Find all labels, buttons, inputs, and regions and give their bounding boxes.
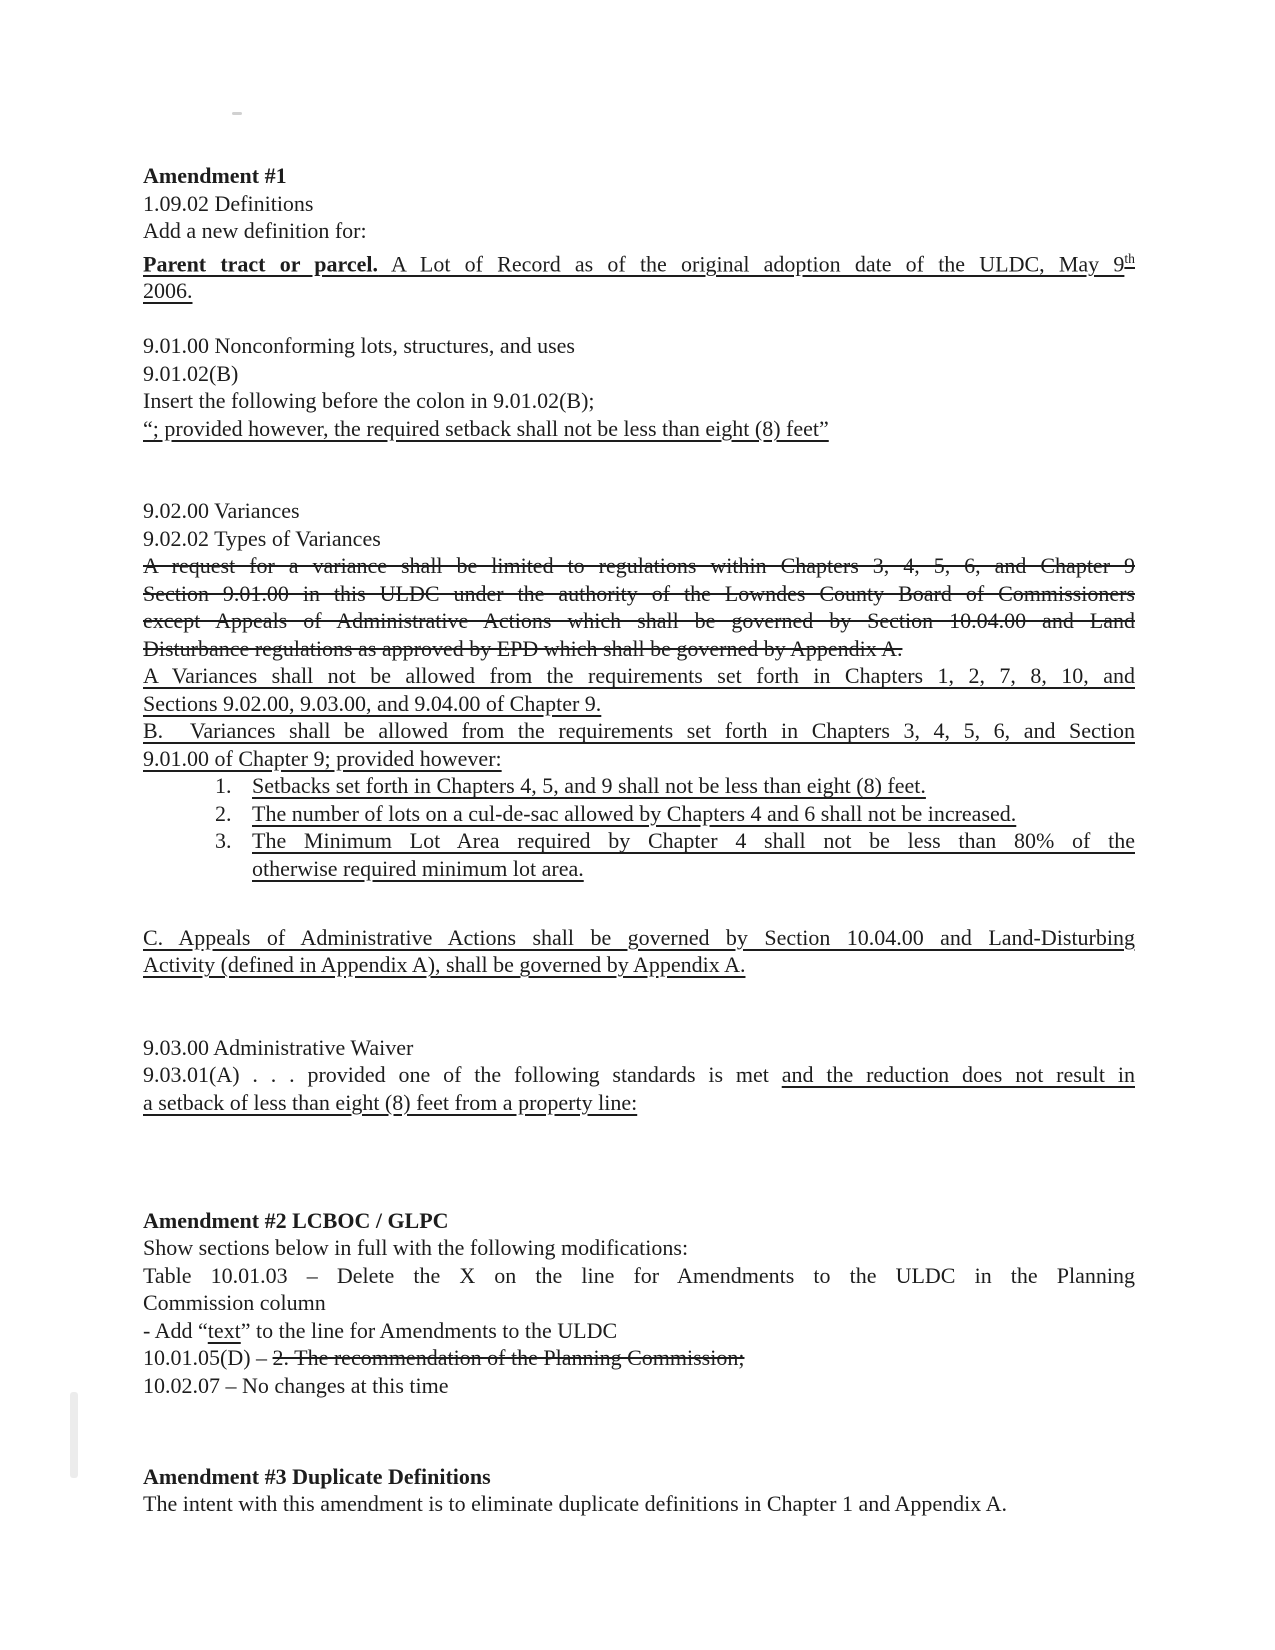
- text-run: except Appeals of Administrative Actions which shall be governed by Section 10.04.00 and Land: [143, 608, 1135, 634]
- list-item-line: [215, 800, 1135, 828]
- text-line: [143, 745, 1135, 773]
- text-run: Amendment #2 LCBOC / GLPC: [143, 1207, 449, 1233]
- scan-artifact-dash: [232, 112, 242, 115]
- text-line: [143, 387, 1135, 415]
- text-run: text: [207, 1317, 241, 1343]
- text-run: C. Appeals of Administrative Actions shall be governed by Section 10.04.00 and Land-Disturbing: [143, 924, 1135, 950]
- document-body: [143, 162, 1135, 1518]
- text-line: [143, 690, 1135, 718]
- text-run: “; provided however, the required setback shall not be less than eight (8) feet”: [143, 415, 829, 441]
- text-line: [143, 662, 1135, 690]
- text-run: 1.09.02 Definitions: [143, 190, 314, 216]
- list-item-line: [215, 827, 1135, 855]
- text-line: [143, 1034, 1135, 1062]
- text-line: [143, 607, 1135, 635]
- text-run: 9.03.00 Administrative Waiver: [143, 1034, 414, 1060]
- text-line: [143, 1089, 1135, 1117]
- text-run: Section 9.01.00 in this ULDC under the authority of the Lowndes County Board of Commissioners: [143, 580, 1135, 606]
- list-marker: 3.: [215, 828, 232, 854]
- text-run: Table 10.01.03 – Delete the X on the line for Amendments to the ULDC in the Planning: [143, 1262, 1135, 1288]
- text-run: a setback of less than eight (8) feet from a property line:: [143, 1089, 638, 1115]
- text-line: [143, 1207, 1135, 1235]
- text-run: The number of lots on a cul-de-sac allowed by Chapters 4 and 6 shall not be increased.: [252, 800, 1017, 826]
- text-line: [143, 717, 1135, 745]
- text-run: 9.03.01(A) . . . provided one of the following standards is met: [143, 1062, 782, 1088]
- text-run: Amendment #3 Duplicate Definitions: [143, 1463, 491, 1489]
- text-run: A request for a variance shall be limited to regulations within Chapters 3, 4, 5, 6, and Chapter 9: [143, 553, 1135, 579]
- text-line: [143, 580, 1135, 608]
- text-run: A Variances shall not be allowed from the requirements set forth in Chapters 1, 2, 7, 8, 10, and: [143, 663, 1135, 689]
- text-run: B. Variances shall be allowed from the requirements set forth in Chapters 3, 4, 5, 6, and Section: [143, 718, 1135, 744]
- text-line: [143, 497, 1135, 525]
- text-line: [143, 277, 1135, 305]
- text-line: [143, 1234, 1135, 1262]
- text-line: [143, 924, 1135, 952]
- text-line: [143, 1262, 1135, 1290]
- text-run: Show sections below in full with the following modifications:: [143, 1235, 689, 1261]
- text-run: and the reduction does not result in: [781, 1062, 1135, 1088]
- text-run: The Minimum Lot Area required by Chapter 4 shall not be less than 80% of the: [252, 828, 1135, 854]
- text-run: th: [1124, 250, 1135, 266]
- text-line: [143, 190, 1135, 218]
- text-run: 2006.: [143, 278, 193, 304]
- text-line: [143, 951, 1135, 979]
- text-line: [143, 1490, 1135, 1518]
- text-run: ” to the line for Amendments to the ULDC: [240, 1317, 618, 1343]
- text-line: [143, 415, 1135, 443]
- list-marker: 1.: [215, 773, 232, 799]
- text-run: 9.01.00 of Chapter 9; provided however:: [143, 745, 502, 771]
- text-run: otherwise required minimum lot area.: [252, 855, 584, 881]
- text-run: 9.02.00 Variances: [143, 498, 300, 524]
- text-run: The intent with this amendment is to eliminate duplicate definitions in Chapter 1 and Appendix A.: [143, 1491, 1007, 1517]
- text-run: Add a new definition for:: [143, 218, 367, 243]
- list-item-line: [215, 772, 1135, 800]
- text-run: 9.01.00 Nonconforming lots, structures, and uses: [143, 333, 575, 359]
- text-run: Setbacks set forth in Chapters 4, 5, and 9 shall not be less than eight (8) feet.: [252, 773, 926, 799]
- text-line: [143, 635, 1135, 663]
- text-line: [143, 1061, 1135, 1089]
- text-run: Activity (defined in Appendix A), shall be governed by Appendix A.: [143, 952, 746, 978]
- text-line: [143, 1463, 1135, 1491]
- text-run: Sections 9.02.00, 9.03.00, and 9.04.00 of Chapter 9.: [143, 690, 602, 716]
- text-line: [143, 552, 1135, 580]
- text-run: Insert the following before the colon in 9.01.02(B);: [143, 388, 595, 414]
- text-run: - Add “: [143, 1317, 208, 1343]
- text-line: [143, 217, 1135, 245]
- text-run: Disturbance regulations as approved by EPD which shall be governed by Appendix A.: [143, 635, 903, 661]
- text-run: A Lot of Record as of the original adoption date of the ULDC, May 9: [378, 250, 1125, 276]
- text-line: [143, 360, 1135, 388]
- text-run: 9.02.02 Types of Variances: [143, 525, 381, 551]
- text-line: [143, 162, 1135, 190]
- text-line: [143, 1289, 1135, 1317]
- list-marker: 2.: [215, 800, 232, 826]
- text-run: 10.02.07 – No changes at this time: [143, 1372, 449, 1398]
- text-line: [143, 1317, 1135, 1345]
- text-run: Commission column: [143, 1290, 326, 1316]
- text-line: [143, 1372, 1135, 1400]
- text-line: [143, 525, 1135, 553]
- text-line: [143, 1344, 1135, 1372]
- text-run: 9.01.02(B): [143, 360, 239, 386]
- scan-artifact-edge: [70, 1392, 78, 1478]
- text-line: [252, 855, 1135, 883]
- text-run: Amendment #1: [143, 163, 287, 188]
- text-run: 2. The recommendation of the Planning Commission;: [272, 1345, 745, 1371]
- text-run: 10.01.05(D) –: [143, 1345, 273, 1371]
- text-run: Parent tract or parcel.: [143, 250, 379, 276]
- text-line: [143, 332, 1135, 360]
- text-line: [143, 245, 1135, 278]
